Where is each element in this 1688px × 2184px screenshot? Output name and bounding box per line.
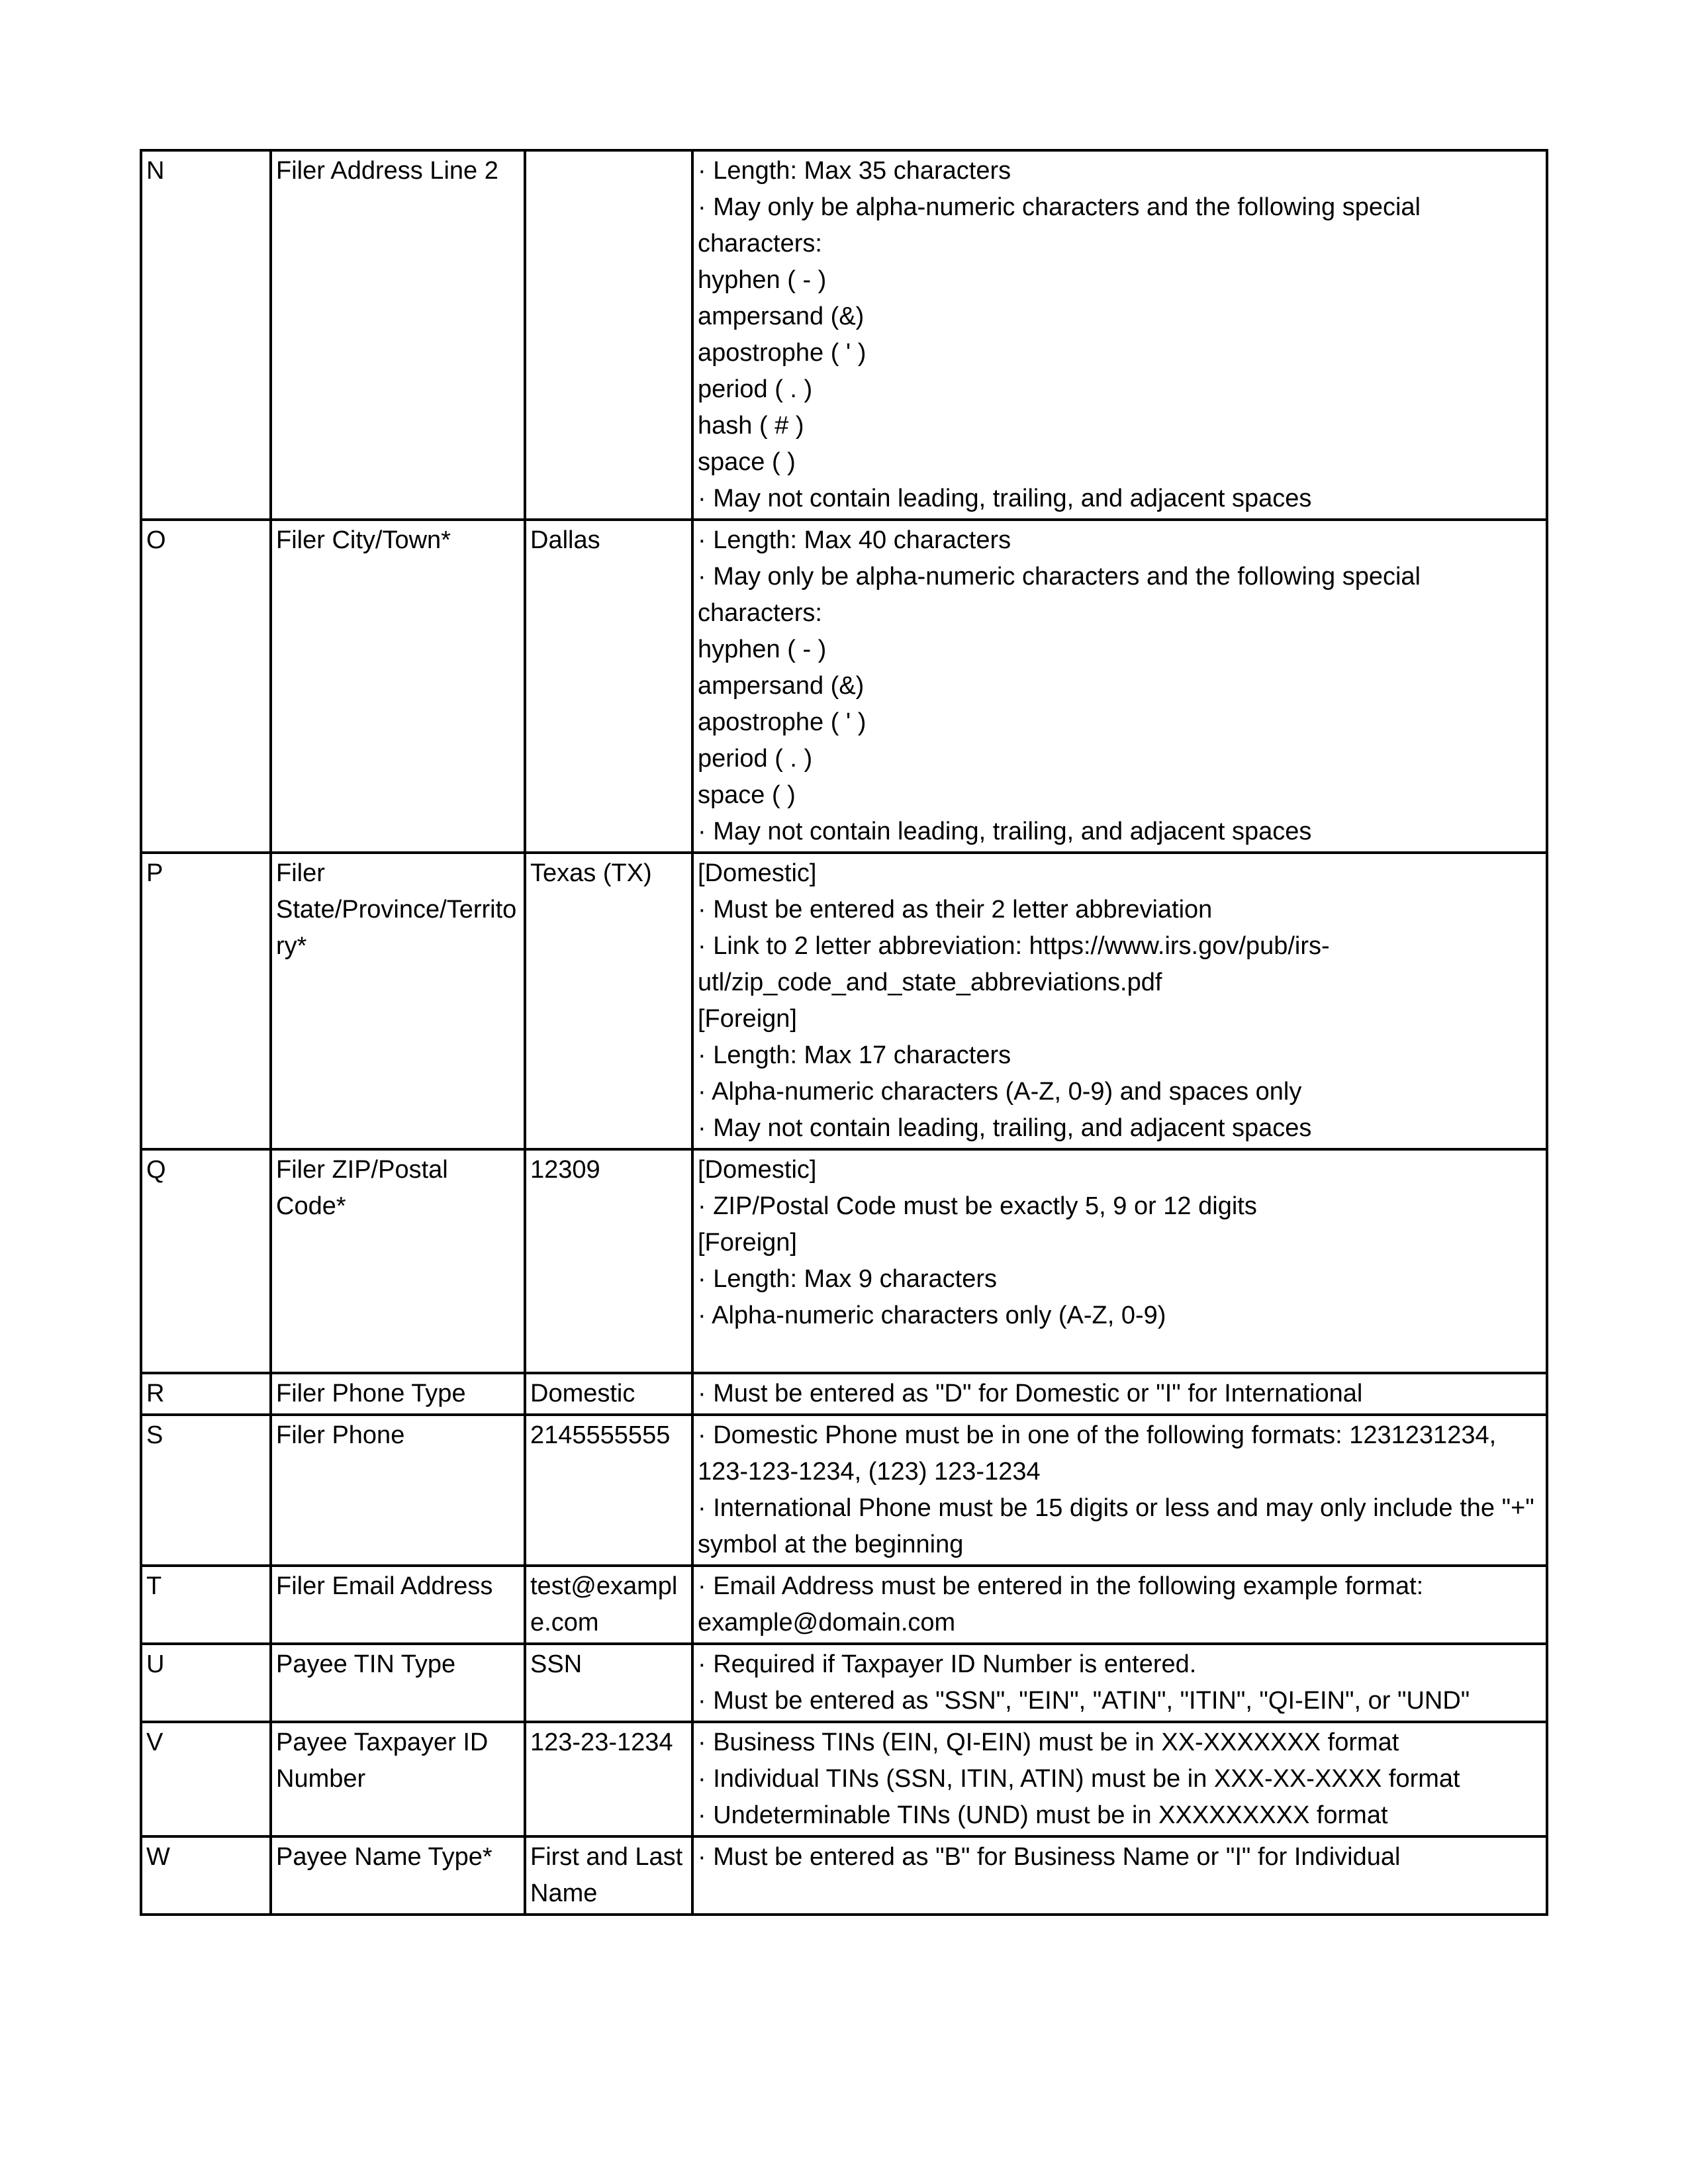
rule-line: · Domestic Phone must be in one of the following formats: 1231231234, 123-123-1234, (123) 123-1234	[698, 1421, 1497, 1486]
rule-line: hash ( # )	[698, 412, 804, 440]
rule-line: · Link to 2 letter abbreviation: https://www.irs.gov/pub/irs-utl/zip_code_and_state_abbreviations.pdf	[698, 932, 1330, 996]
field-name-cell: Payee Name Type*	[271, 1836, 525, 1915]
rules-cell	[692, 520, 1547, 853]
column-letter-cell: W	[141, 1836, 271, 1915]
table-row	[141, 1373, 1547, 1415]
rule-line: · May only be alpha-numeric characters and the following special characters:	[698, 563, 1421, 627]
rule-line: · Email Address must be entered in the following example format: example@domain.com	[698, 1572, 1424, 1637]
rule-line: [Domestic]	[698, 1156, 817, 1184]
rule-line: hyphen ( - )	[698, 636, 827, 663]
field-name-cell: Filer Phone	[271, 1415, 525, 1566]
rule-line: · Alpha-numeric characters only (A-Z, 0-9)	[698, 1302, 1166, 1329]
table-row	[141, 853, 1547, 1149]
rule-line: · Required if Taxpayer ID Number is entered.	[698, 1650, 1197, 1678]
rules-cell	[692, 1836, 1547, 1915]
example-value-cell: 12309	[525, 1149, 692, 1373]
example-value-cell: 123-23-1234	[525, 1722, 692, 1836]
rule-line: · Length: Max 9 characters	[698, 1265, 997, 1293]
example-value-cell: 2145555555	[525, 1415, 692, 1566]
column-letter-cell: S	[141, 1415, 271, 1566]
rules-cell	[692, 1373, 1547, 1415]
table-row	[141, 1722, 1547, 1836]
rule-line: hyphen ( - )	[698, 266, 827, 294]
rule-line: period ( . )	[698, 375, 813, 403]
table-row	[141, 1836, 1547, 1915]
field-name-cell: Filer Phone Type	[271, 1373, 525, 1415]
example-value-cell: Texas (TX)	[525, 853, 692, 1149]
table-row	[141, 1644, 1547, 1722]
rule-line: · May not contain leading, trailing, and adjacent spaces	[698, 485, 1312, 512]
table-row	[141, 1149, 1547, 1373]
example-value-cell	[525, 150, 692, 520]
rule-line: · Must be entered as "SSN", "EIN", "ATIN", "ITIN", "QI-EIN", or "UND"	[698, 1687, 1470, 1715]
rules-cell	[692, 853, 1547, 1149]
rule-line: [Foreign]	[698, 1005, 797, 1033]
field-name-cell: Filer Address Line 2	[271, 150, 525, 520]
rules-cell	[692, 1644, 1547, 1722]
field-name-cell: Payee TIN Type	[271, 1644, 525, 1722]
table-row	[141, 1415, 1547, 1566]
example-value-cell: SSN	[525, 1644, 692, 1722]
field-spec-table	[140, 149, 1548, 1916]
column-letter-cell: O	[141, 520, 271, 853]
field-name-cell: Filer Email Address	[271, 1566, 525, 1644]
field-name-cell: Payee Taxpayer ID Number	[271, 1722, 525, 1836]
field-spec-table-body	[141, 150, 1547, 1915]
rule-line: space ( )	[698, 781, 796, 809]
rules-cell	[692, 1415, 1547, 1566]
rule-line: · May not contain leading, trailing, and adjacent spaces	[698, 1114, 1312, 1142]
rules-cell	[692, 150, 1547, 520]
rule-line: · Individual TINs (SSN, ITIN, ATIN) must be in XXX-XX-XXXX format	[698, 1765, 1460, 1793]
table-row	[141, 1566, 1547, 1644]
rule-line: · Business TINs (EIN, QI-EIN) must be in XX-XXXXXXX format	[698, 1729, 1399, 1756]
table-row	[141, 520, 1547, 853]
column-letter-cell: V	[141, 1722, 271, 1836]
rule-line: · May only be alpha-numeric characters and the following special characters:	[698, 193, 1421, 258]
rule-line: ampersand (&)	[698, 672, 865, 700]
rule-line: · Length: Max 40 characters	[698, 526, 1011, 554]
rule-line: · Alpha-numeric characters (A-Z, 0-9) and spaces only	[698, 1078, 1302, 1106]
example-value-cell: test@example.com	[525, 1566, 692, 1644]
rule-line: · ZIP/Postal Code must be exactly 5, 9 or 12 digits	[698, 1192, 1257, 1220]
rule-line	[698, 1334, 1542, 1370]
rule-line: · Must be entered as their 2 letter abbreviation	[698, 896, 1213, 924]
column-letter-cell: N	[141, 150, 271, 520]
rule-line: space ( )	[698, 448, 796, 476]
rule-line: · International Phone must be 15 digits or less and may only include the "+" symbol at the beginning	[698, 1494, 1534, 1558]
example-value-cell: Dallas	[525, 520, 692, 853]
column-letter-cell: Q	[141, 1149, 271, 1373]
column-letter-cell: R	[141, 1373, 271, 1415]
rules-cell	[692, 1722, 1547, 1836]
rule-line: · Must be entered as "D" for Domestic or "I" for International	[698, 1380, 1363, 1407]
rule-line: apostrophe ( ' )	[698, 339, 867, 367]
field-name-cell: Filer City/Town*	[271, 520, 525, 853]
column-letter-cell: P	[141, 853, 271, 1149]
rule-line: · Must be entered as "B" for Business Name or "I" for Individual	[698, 1843, 1401, 1871]
field-name-cell: Filer State/Province/Territory*	[271, 853, 525, 1149]
rule-line: · Length: Max 17 characters	[698, 1041, 1011, 1069]
rule-line: [Domestic]	[698, 859, 817, 887]
field-name-cell: Filer ZIP/Postal Code*	[271, 1149, 525, 1373]
column-letter-cell: U	[141, 1644, 271, 1722]
table-row	[141, 150, 1547, 520]
rule-line: · May not contain leading, trailing, and adjacent spaces	[698, 818, 1312, 845]
rules-cell	[692, 1566, 1547, 1644]
rule-line: · Undeterminable TINs (UND) must be in XXXXXXXXX format	[698, 1801, 1388, 1829]
example-value-cell: First and Last Name	[525, 1836, 692, 1915]
rule-line: apostrophe ( ' )	[698, 708, 867, 736]
rule-line: [Foreign]	[698, 1229, 797, 1257]
rules-cell	[692, 1149, 1547, 1373]
rule-line: period ( . )	[698, 745, 813, 773]
rule-line: · Length: Max 35 characters	[698, 157, 1011, 185]
example-value-cell: Domestic	[525, 1373, 692, 1415]
rule-line: ampersand (&)	[698, 303, 865, 330]
column-letter-cell: T	[141, 1566, 271, 1644]
